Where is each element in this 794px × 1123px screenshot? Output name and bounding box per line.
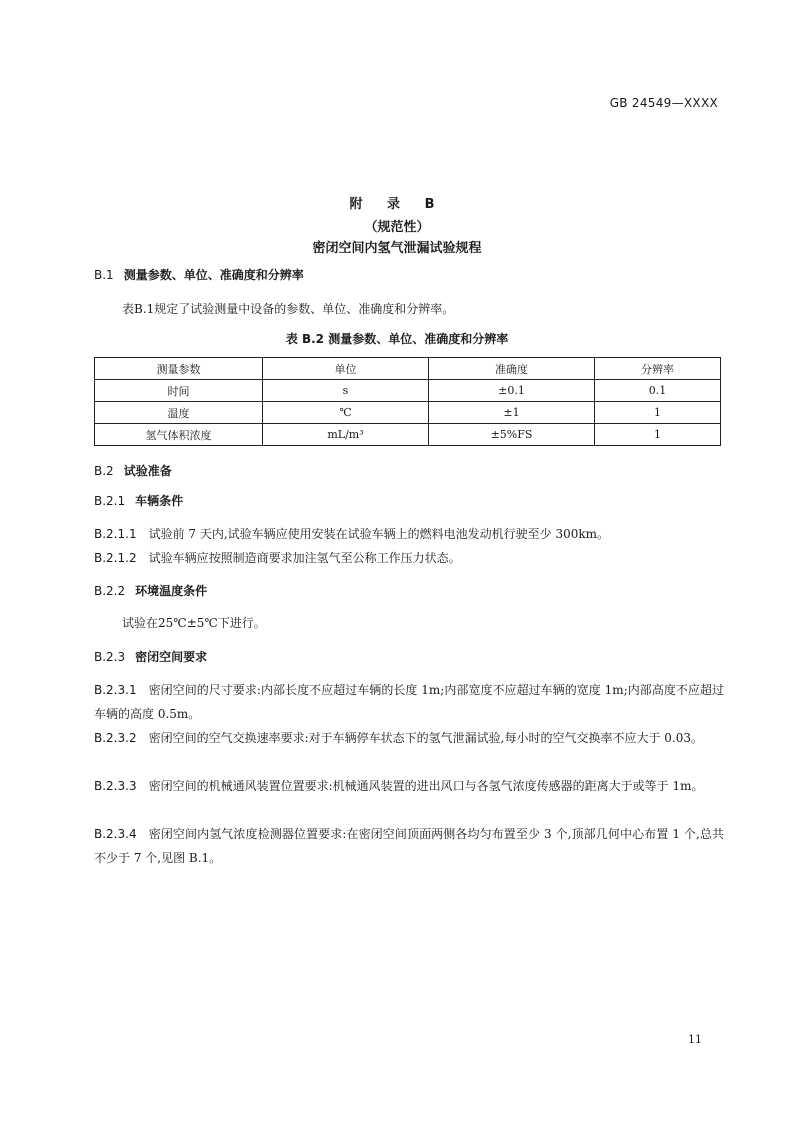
section-b22-heading xyxy=(94,582,207,599)
clause-text: 密闭空间的空气交换速率要求:对于车辆停车状态下的氢气泄漏试验,每小时的空气交换率不应大于 0.03。 xyxy=(148,731,703,745)
clause-number: B.2.3.3 xyxy=(94,779,137,793)
clause-text: 试验车辆应按照制造商要求加注氢气至公称工作压力状态。 xyxy=(148,551,461,565)
table-row xyxy=(95,424,721,446)
header-cell: 准确度 xyxy=(429,358,595,380)
section-number: B.1 xyxy=(94,268,114,282)
annex-title: 附 录 B xyxy=(349,197,445,212)
measurement-table xyxy=(94,357,721,446)
intro-paragraph: 表B.1规定了试验测量中设备的参数、单位、准确度和分辨率。 xyxy=(122,302,455,316)
clause-number: B.2.1.1 xyxy=(94,527,137,541)
table-cell: s xyxy=(263,380,429,402)
header-cell: 测量参数 xyxy=(95,358,263,380)
table-cell: mL/m³ xyxy=(263,424,429,446)
table-cell: ±0.1 xyxy=(429,380,595,402)
table-cell: ±5%FS xyxy=(429,424,595,446)
section-title: 密闭空间要求 xyxy=(135,650,208,664)
section-number: B.2 xyxy=(94,464,114,478)
clause-b232 xyxy=(94,726,724,750)
clause-b233 xyxy=(94,774,724,798)
temperature-paragraph: 试验在25℃±5℃下进行。 xyxy=(122,616,266,630)
table-cell: 1 xyxy=(595,402,721,424)
table-row xyxy=(95,380,721,402)
table-cell: 时间 xyxy=(95,380,263,402)
section-b21-heading xyxy=(94,492,183,509)
clause-text: 密闭空间内氢气浓度检测器位置要求:在密闭空间顶面两侧各均匀布置至少 3 个,顶部几何中心布置 1 个,总共不少于 7 个,见图 B.1。 xyxy=(94,827,724,865)
table-header-row xyxy=(95,358,721,380)
table-cell: 温度 xyxy=(95,402,263,424)
section-title: 环境温度条件 xyxy=(135,584,208,598)
section-b1-heading xyxy=(94,266,304,283)
table-cell: 0.1 xyxy=(595,380,721,402)
section-b2-heading xyxy=(94,462,172,479)
clause-b231 xyxy=(94,678,724,726)
clause-b211 xyxy=(94,522,724,546)
table-cell: 氢气体积浓度 xyxy=(95,424,263,446)
annex-nature: （规范性） xyxy=(364,220,430,235)
clause-text: 密闭空间的机械通风装置位置要求:机械通风装置的进出风口与各氢气浓度传感器的距离大于或等于 1m。 xyxy=(148,779,704,793)
header-cell: 分辨率 xyxy=(595,358,721,380)
table-row xyxy=(95,402,721,424)
table-cell: 1 xyxy=(595,424,721,446)
section-number: B.2.2 xyxy=(94,584,126,598)
standard-number: GB 24549—XXXX xyxy=(609,96,718,110)
header-cell: 单位 xyxy=(263,358,429,380)
section-title: 车辆条件 xyxy=(135,494,184,508)
clause-number: B.2.3.1 xyxy=(94,683,137,697)
clause-number: B.2.1.2 xyxy=(94,551,137,565)
clause-b234 xyxy=(94,822,724,870)
page-number: 11 xyxy=(688,1033,702,1046)
clause-number: B.2.3.2 xyxy=(94,731,137,745)
clause-number: B.2.3.4 xyxy=(94,827,137,841)
section-b23-heading xyxy=(94,648,207,665)
table-cell: ℃ xyxy=(263,402,429,424)
clause-text: 密闭空间的尺寸要求:内部长度不应超过车辆的长度 1m;内部宽度不应超过车辆的宽度 1m;内部高度不应超过车辆的高度 0.5m。 xyxy=(94,683,724,721)
clause-text: 试验前 7 天内,试验车辆应使用安装在试验车辆上的燃料电池发动机行驶至少 300km。 xyxy=(148,527,610,541)
section-number: B.2.1 xyxy=(94,494,126,508)
annex-name: 密闭空间内氢气泄漏试验规程 xyxy=(312,241,482,256)
section-title: 试验准备 xyxy=(123,464,172,478)
section-number: B.2.3 xyxy=(94,650,126,664)
table-cell: ±1 xyxy=(429,402,595,424)
table-caption: 表 B.2 测量参数、单位、准确度和分辨率 xyxy=(285,332,509,346)
clause-b212 xyxy=(94,546,724,570)
section-title: 测量参数、单位、准确度和分辨率 xyxy=(123,268,304,282)
